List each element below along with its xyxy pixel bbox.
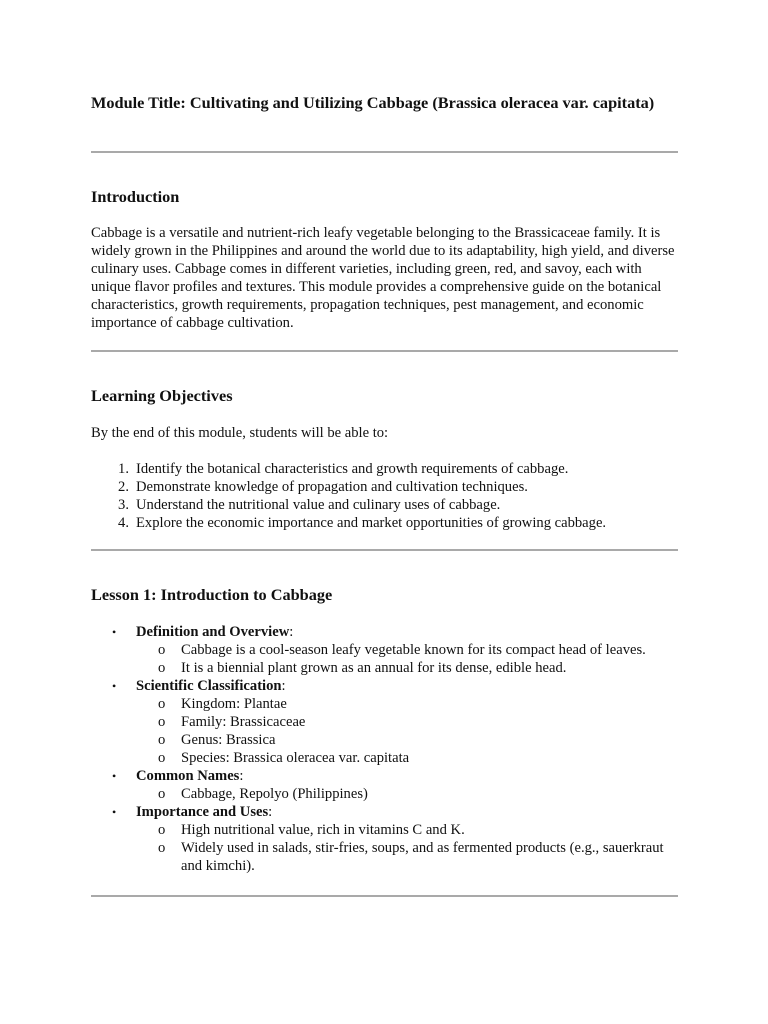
list-item: o Kingdom: Plantae [158,696,287,712]
introduction-heading: Introduction [91,187,180,206]
list-item: o Cabbage, Repolyo (Philippines) [158,786,368,802]
sub-bullet-icon: o [158,732,166,748]
lesson1-section: • Importance and Uses: o High nutritional value, rich in vitamins C and K. o Widely used in salads, stir-fries, soups, and as fermented products (e.g., sauerkraut and kimchi). [91,803,681,875]
sub-list [136,785,681,803]
bullet-icon: • [112,679,117,693]
objective-item: 1. Identify the botanical characteristics and growth requirements of cabbage. [118,461,569,477]
bullet-icon: • [112,625,117,639]
divider [91,151,678,153]
lesson1-section: • Common Names: o Cabbage, Repolyo (Philippines) [91,767,681,803]
bullet-icon: • [112,769,117,783]
learning-objectives-heading: Learning Objectives [91,386,233,405]
bullet-icon: • [112,805,117,819]
sub-bullet-icon: o [158,786,166,802]
divider [91,549,678,551]
sub-list [136,695,681,767]
divider [91,350,678,352]
lesson1-heading: Lesson 1: Introduction to Cabbage [91,585,333,604]
lesson1-list [91,623,681,875]
list-item: o Species: Brassica oleracea var. capitata [158,750,410,766]
lesson1-section: • Scientific Classification: o Kingdom: Plantae o Family: Brassicaceae o Genus: Brassica o Species: Brassica oleracea var. capitata [91,677,681,767]
list-item: o High nutritional value, rich in vitamins C and K. [158,822,465,838]
objective-item: 2. Demonstrate knowledge of propagation and cultivation techniques. [118,479,528,495]
sub-bullet-icon: o [158,822,166,838]
sub-bullet-icon: o [158,660,166,676]
sub-bullet-icon: o [158,714,166,730]
list-item: o It is a biennial plant grown as an annual for its dense, edible head. [158,660,567,676]
objectives-list [91,460,681,532]
introduction-paragraph: Cabbage is a versatile and nutrient-rich leafy vegetable belonging to the Brassicaceae family. It is widely grown in the Philippines and around the world due to its adaptability, high yield, and diverse culinary uses. Cabbage comes in different varieties, including green, red, and savoy, each with unique flavor profiles and textures. This module provides a comprehensive guide on the botanical characteristics, growth requirements, propagation techniques, pest management, and economic importance of cabbage cultivation. [91,225,675,331]
sub-bullet-icon: o [158,642,166,658]
list-item: o Genus: Brassica [158,732,276,748]
list-item: o Widely used in salads, stir-fries, soups, and as fermented products (e.g., sauerkraut and kimchi). [158,840,664,874]
divider [91,895,678,897]
learning-objectives-intro: By the end of this module, students will be able to: [91,425,389,441]
objective-item: 4. Explore the economic importance and market opportunities of growing cabbage. [118,515,607,531]
module-title: Module Title: Cultivating and Utilizing Cabbage (Brassica oleracea var. capitata) [91,93,655,112]
sub-list [136,821,681,875]
objective-item: 3. Understand the nutritional value and culinary uses of cabbage. [118,497,501,513]
sub-list [136,641,681,677]
sub-bullet-icon: o [158,840,166,856]
lesson1-section: • Definition and Overview: o Cabbage is a cool-season leafy vegetable known for its compact head of leaves. o It is a biennial plant grown as an annual for its dense, edible head. [91,623,681,677]
sub-bullet-icon: o [158,750,166,766]
sub-bullet-icon: o [158,696,166,712]
list-item: o Family: Brassicaceae [158,714,306,730]
list-item: o Cabbage is a cool-season leafy vegetable known for its compact head of leaves. [158,642,646,658]
